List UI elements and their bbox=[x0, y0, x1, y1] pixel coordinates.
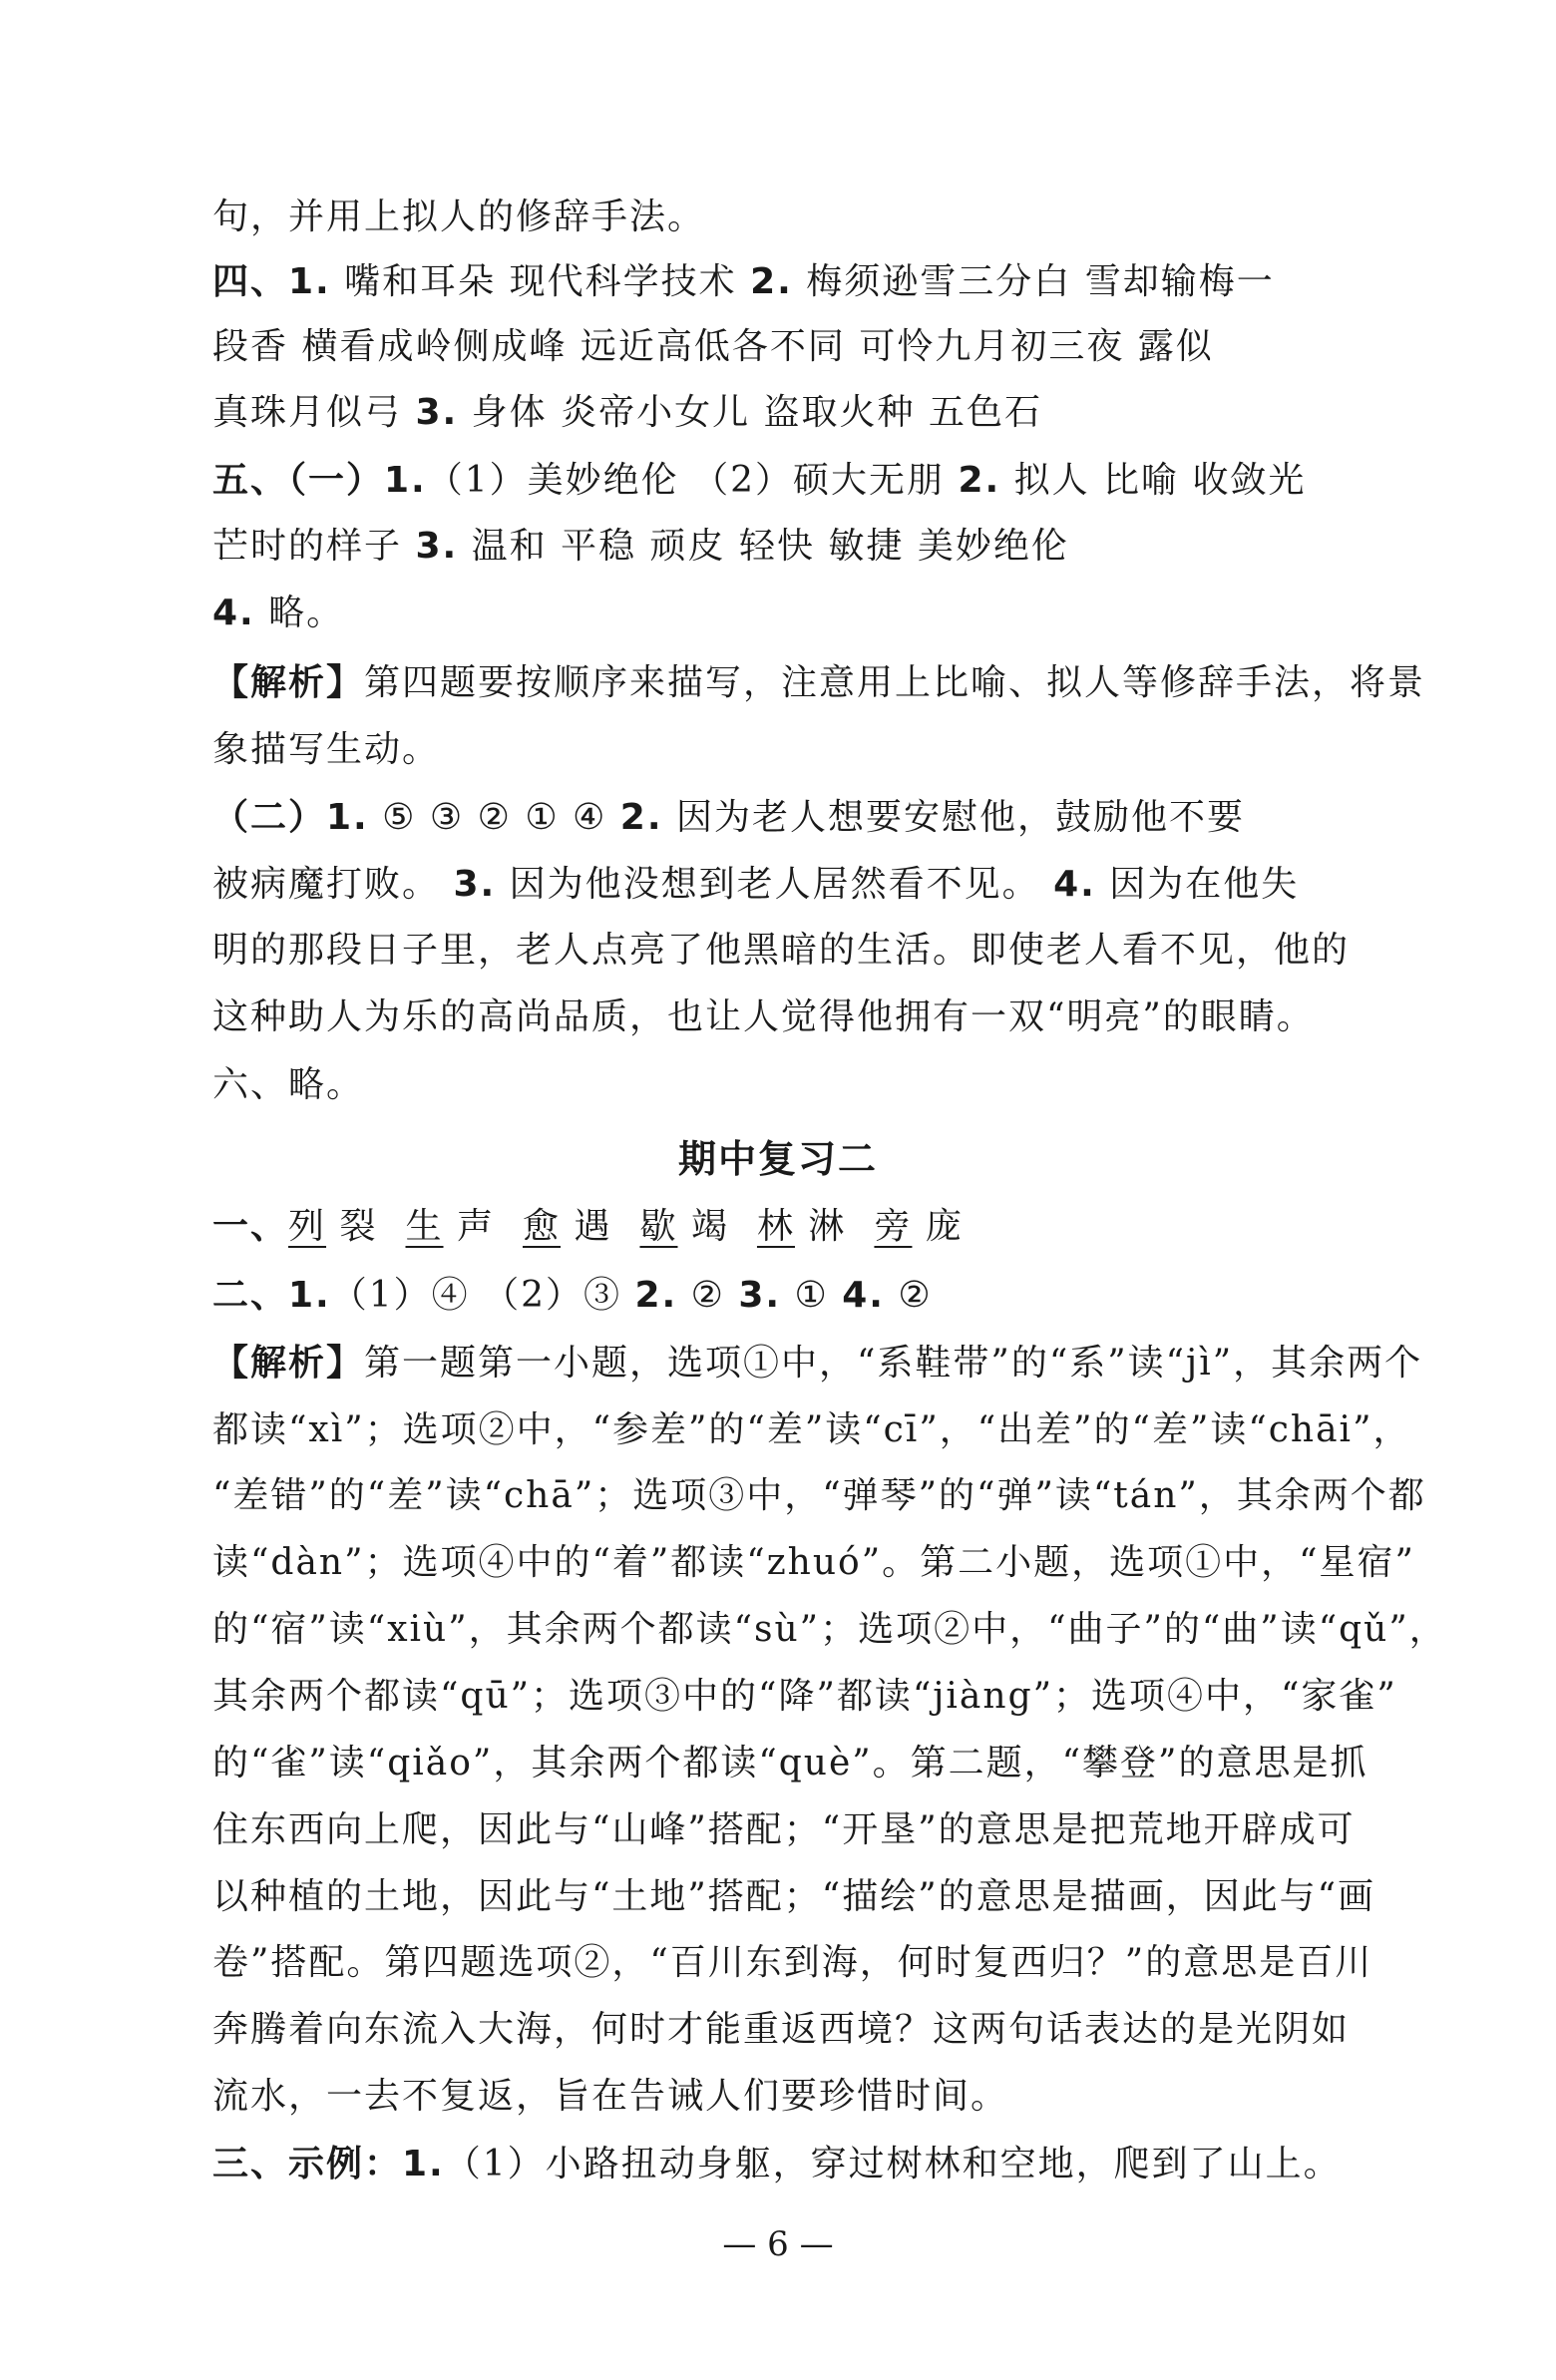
text-line: 【解析】第一题第一小题，选项①中，“系鞋带”的“系”读“jì”，其余两个 bbox=[212, 1343, 1423, 1384]
text-line: 象描写生动。 bbox=[212, 729, 441, 770]
text-line: 三、示例：1.（1）小路扭动身躯，穿过树林和空地，爬到了山上。 bbox=[212, 2144, 1342, 2184]
text-line: 被病魔打败。 3. 因为他没想到老人居然看不见。 4. 因为在他失 bbox=[212, 864, 1300, 905]
text-line: 芒时的样子 3. 温和 平稳 顽皮 轻快 敏捷 美妙绝伦 bbox=[212, 526, 1069, 567]
text-line: 段香 横看成岭侧成峰 远近高低各不同 可怜九月初三夜 露似 bbox=[212, 326, 1214, 367]
text-line: 的“宿”读“xiù”，其余两个都读“sù”；选项②中，“曲子”的“曲”读“qǔ”， bbox=[212, 1609, 1447, 1650]
page-number: — 6 — bbox=[722, 2224, 834, 2264]
text-line: 读“dàn”；选项④中的“着”都读“zhuó”。第二小题，选项①中，“星宿” bbox=[212, 1542, 1415, 1583]
section-title: 期中复习二 bbox=[677, 1137, 878, 1181]
text-line: 以种植的土地，因此与“土地”搭配；“描绘”的意思是描画，因此与“画 bbox=[212, 1876, 1376, 1917]
analysis-label: 【解析】 bbox=[212, 1343, 365, 1384]
text-line: （二）1. ⑤ ③ ② ① ④ 2. 因为老人想要安慰他，鼓励他不要 bbox=[212, 797, 1245, 838]
text-line: 六、略。 bbox=[212, 1064, 365, 1105]
text-line: 句，并用上拟人的修辞手法。 bbox=[212, 197, 706, 237]
text-line: 真珠月似弓 3. 身体 炎帝小女儿 盗取火种 五色石 bbox=[212, 392, 1042, 433]
text-line: 这种助人为乐的高尚品质，也让人觉得他拥有一双“明亮”的眼睛。 bbox=[212, 996, 1315, 1037]
analysis-label: 【解析】 bbox=[212, 662, 365, 703]
text-line: “差错”的“差”读“chā”；选项③中，“弹琴”的“弹”读“tán”，其余两个都 bbox=[212, 1475, 1426, 1516]
text-line: 二、1.（1）④ （2）③ 2. ② 3. ① 4. ② bbox=[212, 1275, 933, 1316]
text-line: 4. 略。 bbox=[212, 593, 345, 633]
text-line: 明的那段日子里，老人点亮了他黑暗的生活。即使老人看不见，他的 bbox=[212, 930, 1351, 971]
text-line: 【解析】第四题要按顺序来描写，注意用上比喻、拟人等修辞手法，将景 bbox=[212, 662, 1426, 703]
text-line: 五、（一）1.（1）美妙绝伦 （2）硕大无朋 2. 拟人 比喻 收敛光 bbox=[212, 460, 1307, 501]
text-line: 卷”搭配。第四题选项②，“百川东到海，何时复西归？”的意思是百川 bbox=[212, 1942, 1373, 1983]
text-line: 一、列 裂 生 声 愈 遇 歇 竭 林 淋 旁 庞 bbox=[212, 1206, 964, 1247]
text-line: 都读“xì”；选项②中，“参差”的“差”读“cī”，“出差”的“差”读“chāi”， bbox=[212, 1409, 1411, 1450]
text-line: 的“雀”读“qiǎo”，其余两个都读“què”。第二题，“攀登”的意思是抓 bbox=[212, 1743, 1368, 1784]
text-line: 住东西向上爬，因此与“山峰”搭配；“开垦”的意思是把荒地开辟成可 bbox=[212, 1809, 1356, 1850]
text-line: 四、1. 嘴和耳朵 现代科学技术 2. 梅须逊雪三分白 雪却输梅一 bbox=[212, 261, 1275, 302]
text-line: 其余两个都读“qū”；选项③中的“降”都读“jiàng”；选项④中，“家雀” bbox=[212, 1676, 1397, 1717]
text-line: 流水，一去不复返，旨在告诫人们要珍惜时间。 bbox=[212, 2076, 1009, 2117]
text-line: 奔腾着向东流入大海，何时才能重返西境？这两句话表达的是光阴如 bbox=[212, 2009, 1351, 2050]
